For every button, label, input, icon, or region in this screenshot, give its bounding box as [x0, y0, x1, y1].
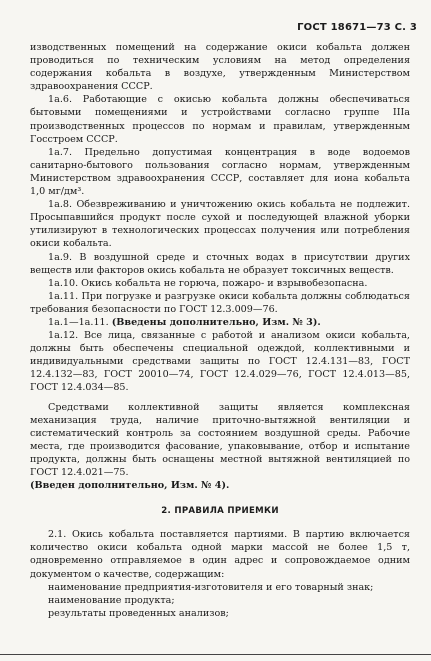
paragraph-1a6: 1а.6. Работающие с окисью кобальта должны обеспечиваться бытовыми помещениями и устройствами согласно группе IIIа производственных процессов по нормам и правилам, утвержденным Госстроем СССР. [30, 94, 410, 145]
paragraph-1a11: 1а.11. При погрузке и разгрузке окиси кобальта должны соблюдаться требования безопасности по ГОСТ 12.3.009—76. [30, 290, 410, 315]
amendment-text: (Введены дополнительно, Изм. № 3). [111, 316, 321, 328]
paragraph-1a7: 1а.7. Предельно допустимая концентрация в воде водоемов санитарно-бытового пользования согласно нормам, утвержденным Министерством здравоохранения СССР, составляет для иона кобальта 1,0 мг/дм³. [30, 146, 410, 198]
bottom-rule [0, 654, 431, 655]
page-content [30, 41, 410, 620]
page-header: ГОСТ 18671—73 С. 3 [297, 22, 417, 33]
list-item: результаты проведенных анализов; [48, 607, 229, 619]
paragraph-2-1: 2.1. Окись кобальта поставляется партиями. В партию включается количество окиси кобальта одной марки массой не более 1,5 т, одновременно отправляемое в один адрес и сопровождаемое одним документом о качестве, содержащим: [30, 529, 410, 580]
amendment-range: 1а.1—1а.11. [48, 316, 112, 328]
list-item: наименование продукта; [48, 594, 175, 606]
paragraph-1a12: 1а.12. Все лица, связанные с работой и анализом окиси кобальта, должны быть обеспечены специальной одеждой, коллективными и индивидуальными средствами защиты по ГОСТ 12.4.131—83, ГОСТ 12.4.132—83, ГОСТ 20010—74, ГОСТ 12.4.029—76, ГОСТ 12.4.013—85, ГОСТ 12.4.034—85. [30, 330, 410, 394]
paragraph-continuation: изводственных помещений на содержание окиси кобальта должен проводиться по техническим условиям на метод определения содержания кобальта в воздухе, утвержденным Министерством здравоохранения СССР. [30, 42, 410, 93]
paragraph-1a9: 1а.9. В воздушной среде и сточных водах в присутствии других веществ или факторов окись кобальта не образует токсичных веществ. [30, 251, 410, 276]
list-item: наименование предприятия-изготовителя и его товарный знак; [48, 581, 374, 593]
amendment-note-3 [30, 316, 410, 329]
amendment-note-4: (Введен дополнительно, Изм. № 4). [30, 480, 230, 492]
paragraph-1a10: 1а.10. Окись кобальта не горюча, пожаро- и взрывобезопасна. [48, 277, 368, 289]
section-title: 2. ПРАВИЛА ПРИЕМКИ [161, 506, 279, 517]
paragraph-1a8: 1а.8. Обезвреживанию и уничтожению окись кобальта не подлежит. Просыпавшийся продукт после сухой и последующей влажной уборки утилизируют в технологических процессах получения или потребления окиси кобальта. [30, 199, 410, 250]
paragraph-collective-protection: Средствами коллективной защиты является комплексная механизация труда, наличие приточно-вытяжной вентиляции и систематический контроль за состоянием воздушной среды. Рабочие места, где производится фасование, упаковывание, отбор и испытание продукта, должны быть оснащены местной вытяжной вентиляцией по ГОСТ 12.4.021—75. [30, 401, 410, 478]
